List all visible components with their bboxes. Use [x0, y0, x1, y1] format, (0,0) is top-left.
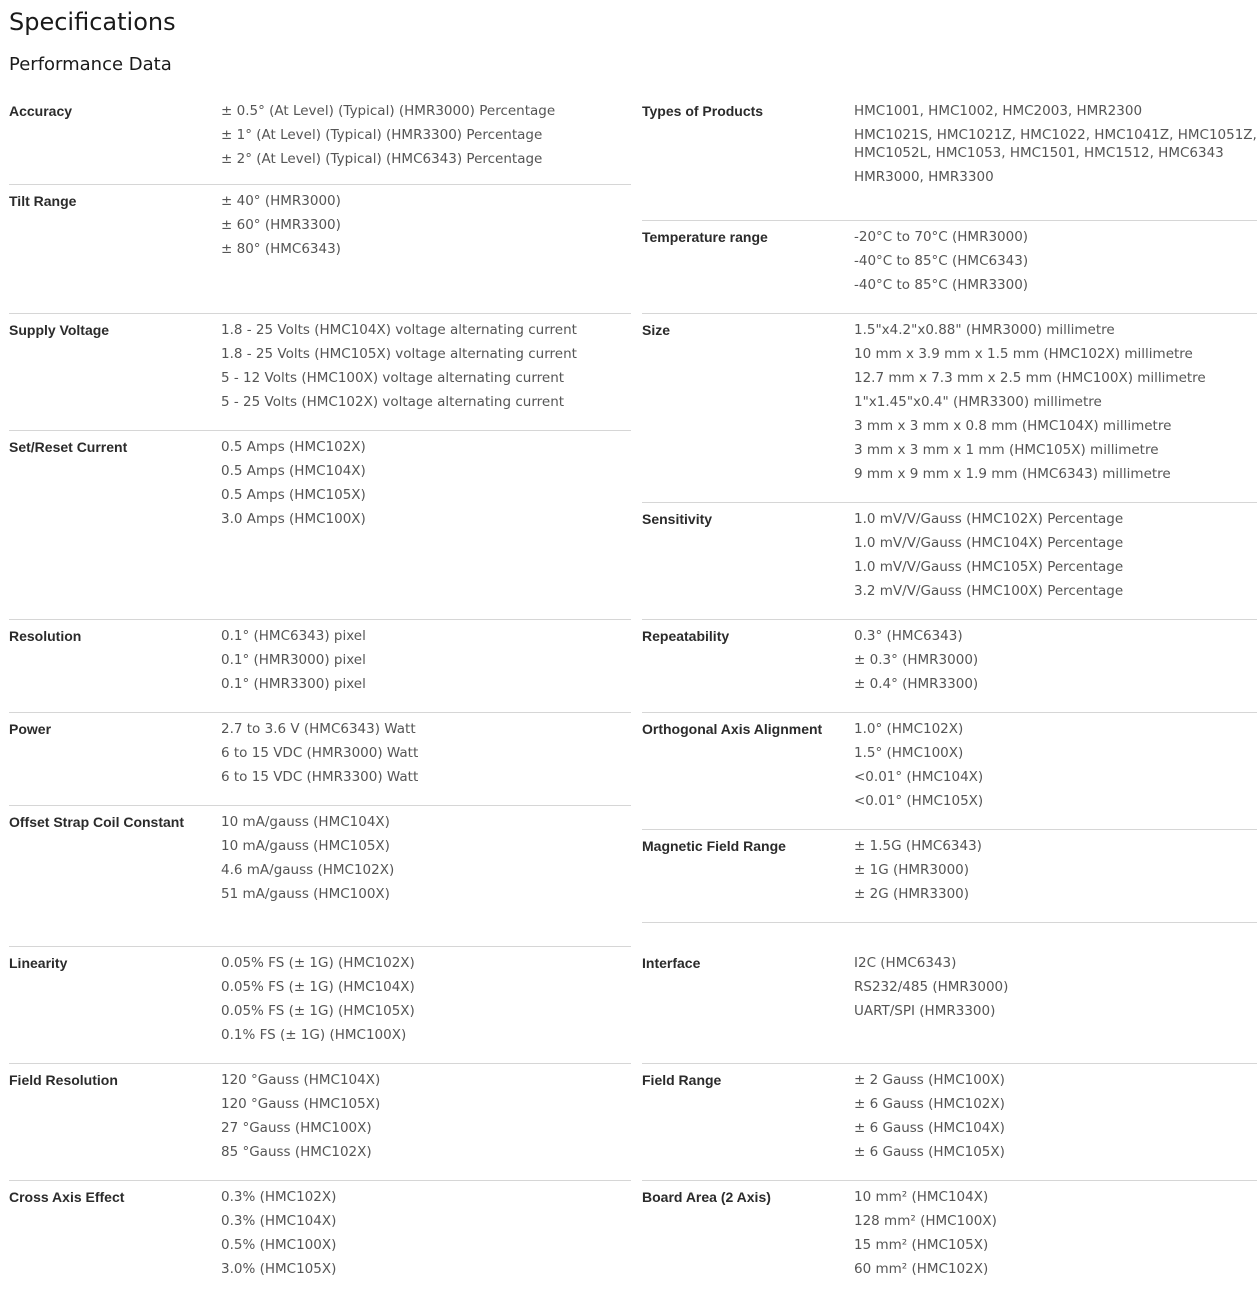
spec-row-accuracy [9, 95, 631, 185]
spec-value: HMC1021S, HMC1021Z, HMC1022, HMC1041Z, HMC1051Z, HMC1052L, HMC1053, HMC1501, HMC1512, HMC6343 [854, 127, 1257, 161]
spec-value: 128 mm² (HMC100X) [854, 1213, 997, 1229]
spec-value: 0.3% (HMC102X) [221, 1189, 337, 1205]
spec-label: Size [642, 322, 671, 338]
spec-value: 10 mA/gauss (HMC105X) [221, 838, 390, 854]
spec-value: -40°C to 85°C (HMC6343) [854, 253, 1029, 269]
spec-value: 0.05% FS (± 1G) (HMC105X) [221, 1003, 415, 1019]
spec-label: Repeatability [642, 628, 730, 644]
spec-value: 3.2 mV/V/Gauss (HMC100X) Percentage [854, 583, 1124, 599]
spec-row-temperature-range [642, 221, 1257, 314]
spec-value: ± 0.4° (HMR3300) [854, 676, 979, 692]
spec-values [221, 321, 631, 417]
spec-value: 0.1° (HMC6343) pixel [221, 628, 366, 644]
spec-values [854, 321, 1257, 489]
spec-value: 5 - 25 Volts (HMC102X) voltage alternating current [221, 394, 565, 410]
spec-row-cross-axis-effect [9, 1181, 631, 1296]
spec-values [221, 438, 631, 534]
spec-value: ± 40° (HMR3000) [221, 193, 341, 209]
spec-value: 4.6 mA/gauss (HMC102X) [221, 862, 395, 878]
spec-values [854, 228, 1257, 300]
spec-values [221, 192, 631, 264]
spec-value: 0.05% FS (± 1G) (HMC104X) [221, 979, 415, 995]
spec-label: Board Area (2 Axis) [642, 1189, 771, 1205]
spec-row-sensitivity [642, 503, 1257, 620]
spec-values [221, 813, 631, 909]
spec-value: 5 - 12 Volts (HMC100X) voltage alternating current [221, 370, 565, 386]
spec-row-field-range [642, 1064, 1257, 1181]
spec-value: ± 1° (At Level) (Typical) (HMR3300) Percentage [221, 127, 543, 143]
spec-value: 12.7 mm x 7.3 mm x 2.5 mm (HMC100X) millimetre [854, 370, 1206, 386]
spec-value: 27 °Gauss (HMC100X) [221, 1120, 372, 1136]
spec-values [854, 627, 1257, 699]
spec-value: 3.0% (HMC105X) [221, 1261, 337, 1277]
spec-values [854, 954, 1257, 1026]
spec-label: Linearity [9, 955, 68, 971]
spec-row-field-resolution [9, 1064, 631, 1181]
spec-value: 10 mm x 3.9 mm x 1.5 mm (HMC102X) millimetre [854, 346, 1193, 362]
spec-label: Types of Products [642, 103, 764, 119]
spec-row-orthogonal-axis-alignment [642, 713, 1257, 830]
spec-value: 1.5"x4.2"x0.88" (HMR3000) millimetre [854, 322, 1115, 338]
spec-values [221, 627, 631, 699]
spec-row-linearity [9, 947, 631, 1064]
spec-values [854, 1071, 1257, 1167]
spec-value: ± 60° (HMR3300) [221, 217, 341, 233]
spec-value: 85 °Gauss (HMC102X) [221, 1144, 372, 1160]
spec-row-tilt-range [9, 185, 631, 314]
spec-value: 1.8 - 25 Volts (HMC104X) voltage alternating current [221, 322, 577, 338]
spec-value: 3.0 Amps (HMC100X) [221, 511, 366, 527]
spec-value: 1.5° (HMC100X) [854, 745, 964, 761]
spec-values [854, 102, 1257, 192]
spec-values [854, 720, 1257, 816]
spec-value: 1"x1.45"x0.4" (HMR3300) millimetre [854, 394, 1102, 410]
spec-values [854, 510, 1257, 606]
spec-value: UART/SPI (HMR3300) [854, 1003, 996, 1019]
spec-label: Field Range [642, 1072, 722, 1088]
spec-value: ± 2G (HMR3300) [854, 886, 970, 902]
spec-value: 120 °Gauss (HMC104X) [221, 1072, 381, 1088]
spec-values [854, 1188, 1257, 1284]
spec-value: 10 mA/gauss (HMC104X) [221, 814, 390, 830]
spec-value: 10 mm² (HMC104X) [854, 1189, 989, 1205]
spec-value: 60 mm² (HMC102X) [854, 1261, 989, 1277]
spec-value: 120 °Gauss (HMC105X) [221, 1096, 381, 1112]
spec-row-magnetic-field-range [642, 830, 1257, 923]
spec-value: 0.5 Amps (HMC105X) [221, 487, 366, 503]
spec-value: 1.0 mV/V/Gauss (HMC104X) Percentage [854, 535, 1124, 551]
spec-row-repeatability [642, 620, 1257, 713]
spec-value: <0.01° (HMC105X) [854, 793, 984, 809]
spec-label: Cross Axis Effect [9, 1189, 125, 1205]
spec-label: Offset Strap Coil Constant [9, 814, 185, 830]
spec-value: 6 to 15 VDC (HMR3300) Watt [221, 769, 419, 785]
spec-values [221, 720, 631, 792]
spec-value: ± 6 Gauss (HMC102X) [854, 1096, 1005, 1112]
spec-label: Tilt Range [9, 193, 77, 209]
spec-label: Resolution [9, 628, 82, 644]
spec-values [221, 1188, 631, 1284]
spec-value: HMR3000, HMR3300 [854, 169, 994, 185]
spec-value: 1.0 mV/V/Gauss (HMC102X) Percentage [854, 511, 1124, 527]
spec-value: 6 to 15 VDC (HMR3000) Watt [221, 745, 419, 761]
spec-values [221, 102, 631, 174]
spec-row-types-of-products [642, 95, 1257, 221]
spec-label: Interface [642, 955, 701, 971]
spec-value: ± 6 Gauss (HMC104X) [854, 1120, 1005, 1136]
spec-label: Power [9, 721, 52, 737]
spec-value: 1.8 - 25 Volts (HMC105X) voltage alternating current [221, 346, 577, 362]
spec-label: Set/Reset Current [9, 439, 128, 455]
spec-value: 0.1% FS (± 1G) (HMC100X) [221, 1027, 407, 1043]
spec-values [221, 1071, 631, 1167]
spec-label: Field Resolution [9, 1072, 118, 1088]
spec-row-power [9, 713, 631, 806]
spec-value: RS232/485 (HMR3000) [854, 979, 1009, 995]
spec-value: -20°C to 70°C (HMR3000) [854, 229, 1029, 245]
spec-label: Orthogonal Axis Alignment [642, 721, 823, 737]
spec-values [854, 837, 1257, 909]
spec-value: 0.1° (HMR3300) pixel [221, 676, 366, 692]
spec-value: 1.0° (HMC102X) [854, 721, 964, 737]
spec-value: <0.01° (HMC104X) [854, 769, 984, 785]
page-title: Specifications [9, 8, 176, 36]
spec-value: ± 2 Gauss (HMC100X) [854, 1072, 1005, 1088]
spec-label: Sensitivity [642, 511, 713, 527]
spec-value: ± 1G (HMR3000) [854, 862, 970, 878]
spec-value: 3 mm x 3 mm x 1 mm (HMC105X) millimetre [854, 442, 1159, 458]
spec-value: I2C (HMC6343) [854, 955, 957, 971]
spec-value: 9 mm x 9 mm x 1.9 mm (HMC6343) millimetre [854, 466, 1171, 482]
spec-value: 0.3° (HMC6343) [854, 628, 963, 644]
section-title: Performance Data [9, 54, 172, 75]
spec-value: ± 0.3° (HMR3000) [854, 652, 979, 668]
spec-values [221, 954, 631, 1050]
spec-value: 0.5% (HMC100X) [221, 1237, 337, 1253]
spec-value: 0.05% FS (± 1G) (HMC102X) [221, 955, 415, 971]
spec-label: Supply Voltage [9, 322, 110, 338]
spec-row-resolution [9, 620, 631, 713]
spec-row-board-area-2-axis [642, 1181, 1257, 1296]
spec-label: Magnetic Field Range [642, 838, 786, 854]
spec-row-interface [642, 947, 1257, 1064]
spec-value: -40°C to 85°C (HMR3300) [854, 277, 1029, 293]
spec-value: 2.7 to 3.6 V (HMC6343) Watt [221, 721, 416, 737]
spec-label: Accuracy [9, 103, 73, 119]
spec-row-set-reset-current [9, 431, 631, 620]
spec-value: ± 1.5G (HMC6343) [854, 838, 982, 854]
spec-value: ± 2° (At Level) (Typical) (HMC6343) Percentage [221, 151, 543, 167]
spec-label: Temperature range [642, 229, 768, 245]
spec-row-offset-strap-coil-constant [9, 806, 631, 947]
spec-value: 0.1° (HMR3000) pixel [221, 652, 366, 668]
spec-value: 0.5 Amps (HMC102X) [221, 439, 366, 455]
spec-value: ± 0.5° (At Level) (Typical) (HMR3000) Percentage [221, 103, 556, 119]
spec-value: 51 mA/gauss (HMC100X) [221, 886, 390, 902]
spec-value: 15 mm² (HMC105X) [854, 1237, 989, 1253]
spec-value: ± 80° (HMC6343) [221, 241, 341, 257]
spec-value: ± 6 Gauss (HMC105X) [854, 1144, 1005, 1160]
spec-value: HMC1001, HMC1002, HMC2003, HMR2300 [854, 103, 1143, 119]
spec-value: 3 mm x 3 mm x 0.8 mm (HMC104X) millimetre [854, 418, 1172, 434]
spec-value: 0.5 Amps (HMC104X) [221, 463, 366, 479]
spec-row-size [642, 314, 1257, 503]
spec-row-supply-voltage [9, 314, 631, 431]
spec-value: 0.3% (HMC104X) [221, 1213, 337, 1229]
spec-value: 1.0 mV/V/Gauss (HMC105X) Percentage [854, 559, 1124, 575]
